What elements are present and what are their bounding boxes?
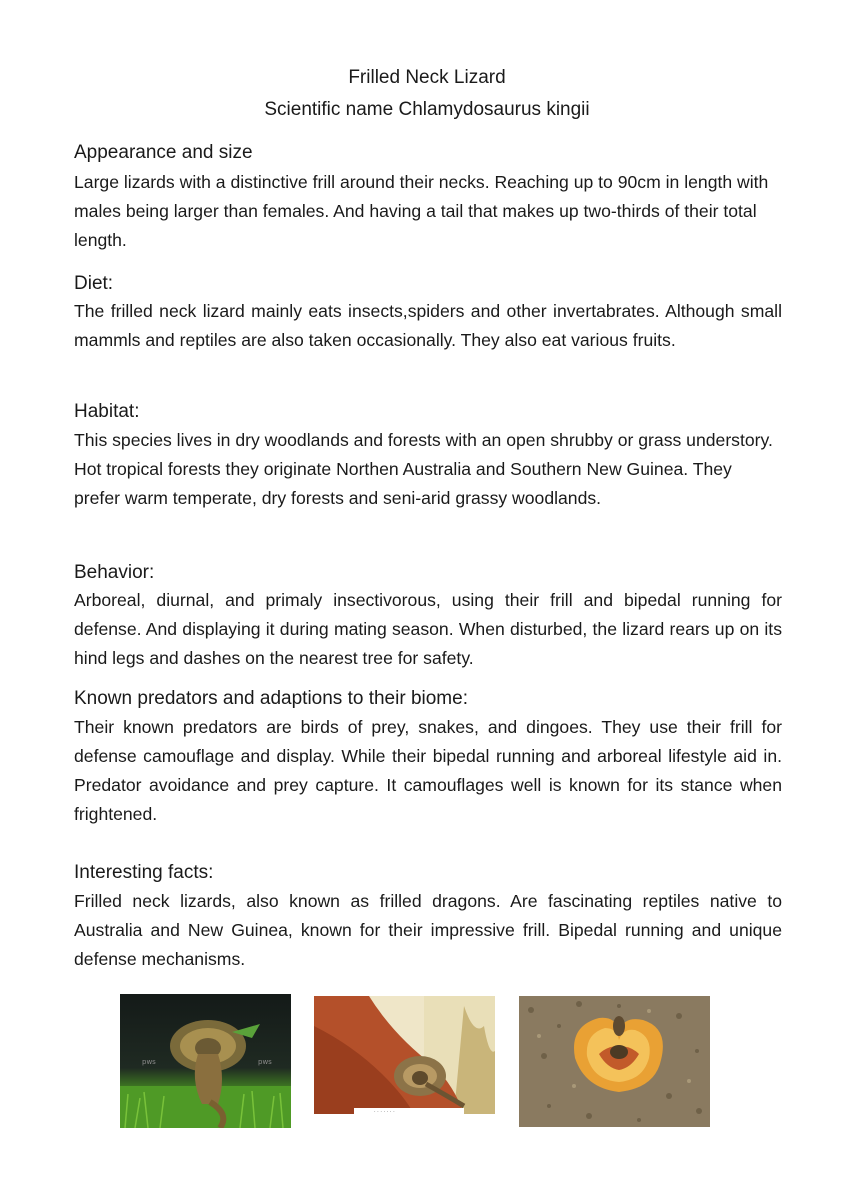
section-heading-appearance: Appearance and size xyxy=(74,142,253,163)
section-heading-diet: Diet: xyxy=(74,273,114,294)
svg-text:pws: pws xyxy=(142,1058,156,1066)
svg-text:pws: pws xyxy=(258,1058,272,1066)
svg-text:· · · · · · ·: · · · · · · · xyxy=(374,1109,395,1114)
section-text-facts: Frilled neck lizards, also known as frilled dragons. Are fascinating reptiles native to Australia and New Guinea, known for their impressive frill. Bipedal running and unique defense mechanisms. xyxy=(74,891,782,969)
section-text-appearance: Large lizards with a distinctive frill around their necks. Reaching up to 90cm in length with males being larger than females. And having a tail that makes up two-thirds of their total length. xyxy=(74,172,769,250)
lizard-on-red-rock-photo xyxy=(314,996,495,1114)
page-title: Frilled Neck Lizard xyxy=(348,67,506,88)
page-subtitle: Scientific name Chlamydosaurus kingii xyxy=(264,99,590,120)
lizard-frill-display-photo xyxy=(519,996,710,1127)
section-text-habitat: This species lives in dry woodlands and forests with an open shrubby or grass understory. Hot tropical forests they originate Northen Australia and Southern New Guinea. They prefer warm temperate, dry forests and seni-arid grassy woodlands. xyxy=(74,430,773,508)
section-heading-facts: Interesting facts: xyxy=(74,862,214,883)
section-heading-behavior: Behavior: xyxy=(74,562,155,583)
section-heading-predators: Known predators and adaptions to their biome: xyxy=(74,688,468,709)
section-heading-habitat: Habitat: xyxy=(74,401,140,422)
section-text-diet: The frilled neck lizard mainly eats insects,spiders and other invertabrates. Although small mammls and reptiles are also taken occasionally. They also eat various fruits. xyxy=(74,301,782,350)
section-text-predators: Their known predators are birds of prey, snakes, and dingoes. They use their frill for defense camouflage and display. While their bipedal running and arboreal lifestyle aid in. Predator avoidance and prey capture. It camouflages well is known for its stance when frightened. xyxy=(74,717,782,824)
section-text-behavior: Arboreal, diurnal, and primaly insectivorous, using their frill and bipedal running for defense. And displaying it during mating season. When disturbed, the lizard rears up on its hind legs and dashes on the nearest tree for safety. xyxy=(74,590,782,668)
lizard-on-grass-photo xyxy=(120,994,291,1128)
